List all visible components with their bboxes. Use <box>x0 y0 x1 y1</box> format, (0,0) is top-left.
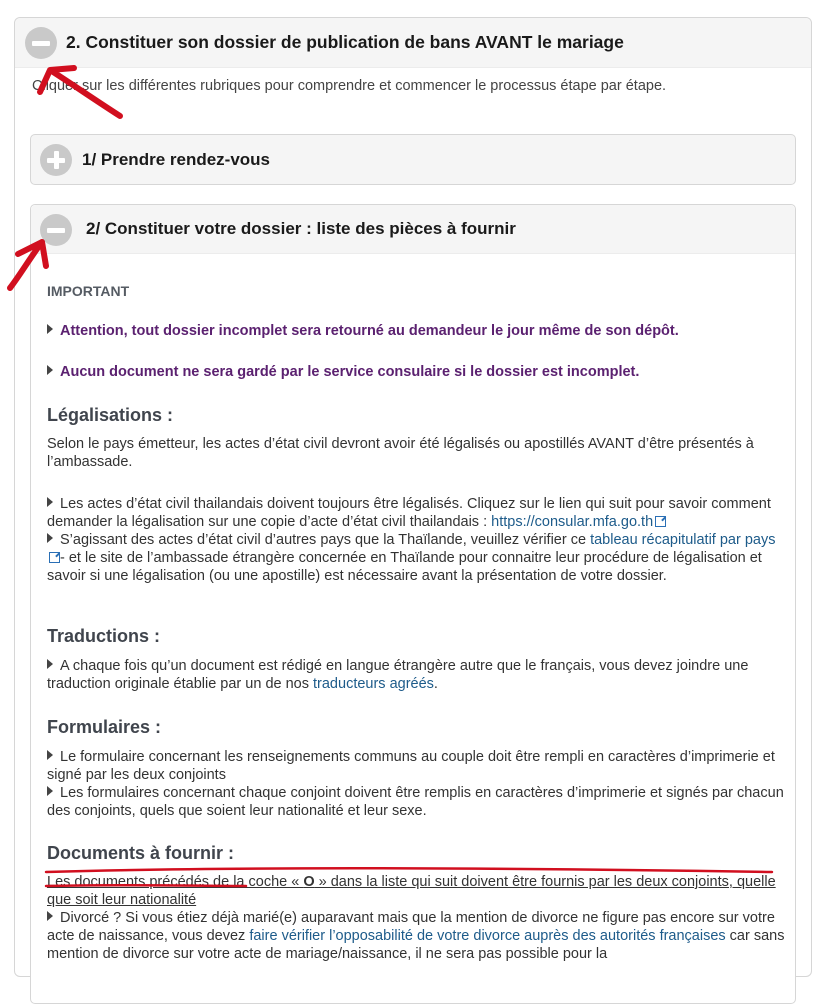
bullet-text: Les formulaires concernant chaque conjoint doivent être remplis en caractères d’imprimerie et signés par chacun des conjoints, quels que soient leur nationalité et leur sexe. <box>47 785 784 819</box>
bullet-triangle-icon <box>47 659 53 669</box>
expand-plus-icon[interactable] <box>40 144 72 176</box>
legalisation-intro: Selon le pays émetteur, les actes d’état civil devront avoir été légalisés ou apostillés AVANT d’être présentés à l’ambassade. <box>47 436 754 470</box>
bullet-triangle-icon <box>47 750 53 760</box>
bullet-text: Divorcé ? Si vous étiez déjà marié(e) auparavant mais que la mention de divorce ne figure pas encore sur votre acte de naissance, vous devez <box>47 910 775 944</box>
legalisation-bullet-thai <box>47 495 787 585</box>
translators-link[interactable]: traducteurs agréés <box>313 676 434 692</box>
warning-not-kept <box>47 364 639 380</box>
note-text: Les documents précédés de la coche « <box>47 874 304 890</box>
bullet-text: . <box>433 676 438 692</box>
warning-text: Aucun document ne sera gardé par le service consulaire si le dossier est incomplet. <box>60 364 640 380</box>
section-title: 2. Constituer son dossier de publication de bans AVANT le mariage <box>66 32 624 52</box>
bullet-triangle-icon <box>47 911 53 921</box>
external-link-icon <box>655 516 666 527</box>
heading-traductions: Traductions : <box>47 626 161 646</box>
translation-bullet <box>47 657 787 693</box>
accordion-appointment-title: 1/ Prendre rendez-vous <box>82 150 271 169</box>
heading-formulaires: Formulaires : <box>47 717 162 737</box>
bullet-text: - et le site de l’ambassade étrangère concernée en Thaïlande pour connaitre leur procédure de légalisation et savoir si une légalisation (ou une apostille) est nécessaire avant la présentation de votre dossier. <box>47 550 762 584</box>
summary-table-link[interactable]: tableau récapitulatif par pays <box>590 532 776 548</box>
external-link-icon <box>49 552 60 563</box>
warning-text: Attention, tout dossier incomplet sera retourné au demandeur le jour même de son dépôt. <box>60 323 679 339</box>
warning-incomplete <box>47 323 679 339</box>
heading-legalisations: Légalisations : <box>47 405 174 425</box>
bullet-text: Le formulaire concernant les renseignements communs au couple doit être rempli en caractères d’imprimerie et signé par les deux conjoints <box>47 749 775 783</box>
section-header[interactable] <box>15 18 811 68</box>
consular-link[interactable]: https://consular.mfa.go.th <box>491 514 654 530</box>
check-mark-symbol: O <box>303 874 315 890</box>
bullet-text: Les actes d’état civil thailandais doivent toujours être légalisés. Cliquez sur le lien qui suit pour savoir comment demander la légalisation sur une copie d’acte d’état civil thailandais : <box>47 496 771 530</box>
divorce-verification-link[interactable]: faire vérifier l’opposabilité de votre divorce auprès des autorités françaises <box>249 928 726 944</box>
bullet-text: car sans mention de divorce sur votre acte de mariage/naissance, il ne sera pas possible pour la <box>47 928 785 962</box>
divorce-bullet <box>47 909 787 963</box>
bullet-triangle-icon <box>47 497 53 507</box>
important-label: IMPORTANT <box>47 283 130 299</box>
bullet-text: S’agissant des actes d’état civil d’autres pays que la Thaïlande, veuillez vérifier ce <box>60 532 591 548</box>
forms-bullets <box>47 748 787 820</box>
collapse-minus-icon[interactable] <box>40 214 72 246</box>
note-text: » dans la liste qui suit doivent être fournis par les deux conjoints, quelle que soit leur nationalité <box>47 874 776 908</box>
bullet-triangle-icon <box>47 365 53 375</box>
accordion-documents-title: 2/ Constituer votre dossier : liste des pièces à fournir <box>86 219 516 238</box>
bullet-text: A chaque fois qu’un document est rédigé en langue étrangère autre que le français, vous devez joindre une traduction originale établie par un de nos <box>47 658 749 692</box>
section-intro: Cliquer sur les différentes rubriques pour comprendre et commencer le processus étape par étape. <box>32 78 667 94</box>
bullet-triangle-icon <box>47 533 53 543</box>
documents-both-spouses-note <box>47 873 787 909</box>
bullet-triangle-icon <box>47 786 53 796</box>
bullet-triangle-icon <box>47 324 53 334</box>
accordion-appointment[interactable] <box>30 134 796 185</box>
accordion-documents <box>30 204 796 1004</box>
marriage-bans-section <box>14 17 812 977</box>
collapse-minus-icon[interactable] <box>25 27 57 59</box>
heading-documents: Documents à fournir : <box>47 843 235 863</box>
accordion-documents-header[interactable] <box>31 205 795 254</box>
